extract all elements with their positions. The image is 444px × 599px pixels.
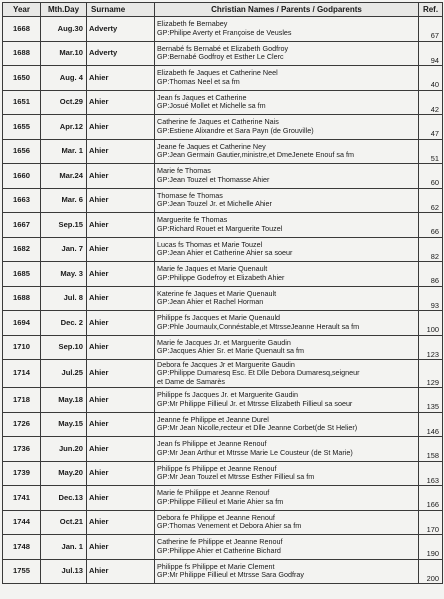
cell-ref: 170 xyxy=(419,510,443,535)
cell-ref: 86 xyxy=(419,262,443,287)
cell-surname: Ahier xyxy=(87,66,155,91)
cell-year: 1748 xyxy=(3,535,41,560)
cell-year: 1667 xyxy=(3,213,41,238)
cell-surname: Adverty xyxy=(87,17,155,42)
cell-surname: Ahier xyxy=(87,115,155,140)
cell-surname: Ahier xyxy=(87,388,155,413)
cell-ref: 129 xyxy=(419,360,443,388)
table-row xyxy=(3,17,443,42)
cell-surname: Ahier xyxy=(87,286,155,311)
cell-surname: Ahier xyxy=(87,164,155,189)
table-row xyxy=(3,41,443,66)
cell-names xyxy=(155,311,419,336)
table-row xyxy=(3,115,443,140)
cell-names xyxy=(155,90,419,115)
table-row xyxy=(3,213,443,238)
cell-names xyxy=(155,535,419,560)
cell-surname: Ahier xyxy=(87,262,155,287)
baptism-register-page xyxy=(2,2,442,597)
name-line: Philippe fs Jacques Jr. et Marguerite Gaudin xyxy=(157,390,299,400)
cell-names xyxy=(155,139,419,164)
header-row xyxy=(3,3,443,17)
cell-year: 1694 xyxy=(3,311,41,336)
cell-year: 1688 xyxy=(3,286,41,311)
cell-surname: Ahier xyxy=(87,461,155,486)
cell-mth-day: Jul.13 xyxy=(41,559,87,584)
cell-mth-day: Mar.10 xyxy=(41,41,87,66)
cell-names xyxy=(155,388,419,413)
cell-ref: 163 xyxy=(419,461,443,486)
name-line: Jeane fe Jaques et Catherine Ney xyxy=(157,141,266,151)
table-row xyxy=(3,188,443,213)
name-line: GP:Philippe Ahier et Catherine Bichard xyxy=(157,545,281,555)
table-row xyxy=(3,66,443,91)
cell-mth-day: Oct.21 xyxy=(41,510,87,535)
name-line: Philippe fs Philippe et Marie Clement xyxy=(157,561,275,571)
table-row xyxy=(3,535,443,560)
cell-names xyxy=(155,412,419,437)
table-row xyxy=(3,412,443,437)
cell-ref: 67 xyxy=(419,17,443,42)
cell-year: 1718 xyxy=(3,388,41,413)
name-line: Katerine fe Jaques et Marie Quenault xyxy=(157,288,277,298)
cell-surname: Ahier xyxy=(87,90,155,115)
cell-names xyxy=(155,237,419,262)
cell-ref: 146 xyxy=(419,412,443,437)
table-row xyxy=(3,510,443,535)
cell-mth-day: May. 3 xyxy=(41,262,87,287)
cell-year: 1688 xyxy=(3,41,41,66)
cell-names xyxy=(155,164,419,189)
table-row xyxy=(3,311,443,336)
cell-year: 1710 xyxy=(3,335,41,360)
cell-surname: Ahier xyxy=(87,139,155,164)
cell-surname: Ahier xyxy=(87,559,155,584)
name-line: Catherine fe Philippe et Jeanne Renouf xyxy=(157,537,283,547)
cell-mth-day: Jul.25 xyxy=(41,360,87,388)
cell-year: 1655 xyxy=(3,115,41,140)
cell-surname: Ahier xyxy=(87,237,155,262)
name-line: GP:Philippe Godefroy et Elizabeth Ahier xyxy=(157,272,285,282)
cell-year: 1682 xyxy=(3,237,41,262)
table-row xyxy=(3,360,443,388)
name-line: GP:Thomas Neel et sa fm xyxy=(157,76,240,86)
table-row xyxy=(3,90,443,115)
cell-mth-day: Sep.10 xyxy=(41,335,87,360)
cell-year: 1739 xyxy=(3,461,41,486)
cell-mth-day: Dec.13 xyxy=(41,486,87,511)
cell-surname: Ahier xyxy=(87,412,155,437)
cell-year: 1663 xyxy=(3,188,41,213)
cell-surname: Ahier xyxy=(87,335,155,360)
cell-names xyxy=(155,286,419,311)
table-row xyxy=(3,139,443,164)
cell-ref: 66 xyxy=(419,213,443,238)
name-line: GP:Jean Ahier et Rachel Horman xyxy=(157,297,264,307)
name-line: GP:Richard Rouet et Marguerite Touzel xyxy=(157,223,283,233)
cell-surname: Ahier xyxy=(87,213,155,238)
name-line: Jeanne fe Philippe et Jeanne Durel xyxy=(157,414,269,424)
cell-ref: 158 xyxy=(419,437,443,462)
name-line: GP:Bernabé Godfroy et Esther Le Clerc xyxy=(157,52,284,62)
table-row xyxy=(3,437,443,462)
cell-ref: 93 xyxy=(419,286,443,311)
cell-names xyxy=(155,41,419,66)
cell-ref: 60 xyxy=(419,164,443,189)
cell-surname: Ahier xyxy=(87,486,155,511)
register-rows xyxy=(3,17,443,584)
cell-ref: 42 xyxy=(419,90,443,115)
cell-ref: 40 xyxy=(419,66,443,91)
cell-mth-day: Sep.15 xyxy=(41,213,87,238)
name-line: GP:Josué Mollet et Michelle sa fm xyxy=(157,101,266,111)
name-line: Catherine fe Jaques et Catherine Nais xyxy=(157,117,279,127)
header-surname: Surname xyxy=(87,3,155,17)
header-year: Year xyxy=(3,3,41,17)
cell-names xyxy=(155,461,419,486)
cell-mth-day: May.15 xyxy=(41,412,87,437)
name-line: GP:Mr Jean Nicolle,recteur et Dlle Jeanne Corbet(de St Helier) xyxy=(157,423,358,433)
table-row xyxy=(3,335,443,360)
cell-surname: Ahier xyxy=(87,510,155,535)
cell-names xyxy=(155,262,419,287)
header-names: Christian Names / Parents / Godparents xyxy=(155,3,419,17)
cell-ref: 200 xyxy=(419,559,443,584)
name-line: Marie fe Philippe et Jeanne Renouf xyxy=(157,488,270,498)
cell-surname: Ahier xyxy=(87,535,155,560)
cell-surname: Adverty xyxy=(87,41,155,66)
header-mth-day: Mth.Day xyxy=(41,3,87,17)
cell-names xyxy=(155,335,419,360)
cell-ref: 135 xyxy=(419,388,443,413)
cell-year: 1685 xyxy=(3,262,41,287)
cell-year: 1741 xyxy=(3,486,41,511)
cell-mth-day: Apr.12 xyxy=(41,115,87,140)
cell-names xyxy=(155,559,419,584)
cell-mth-day: Mar.24 xyxy=(41,164,87,189)
name-line: Jean fs Philippe et Jeanne Renouf xyxy=(157,439,267,449)
cell-mth-day: May.18 xyxy=(41,388,87,413)
name-line: Elizabeth fe Jaques et Catherine Neel xyxy=(157,68,278,78)
name-line: Philippe fs Philippe et Jeanne Renouf xyxy=(157,463,277,473)
table-row xyxy=(3,262,443,287)
name-line: GP:Philipe Averty et Françoise de Veusles xyxy=(157,27,292,37)
cell-year: 1714 xyxy=(3,360,41,388)
cell-ref: 166 xyxy=(419,486,443,511)
cell-names xyxy=(155,213,419,238)
name-line: Jean fs Jaques et Catherine xyxy=(157,92,247,102)
cell-year: 1660 xyxy=(3,164,41,189)
cell-mth-day: Mar. 1 xyxy=(41,139,87,164)
name-line: Marie fe Jaques et Marie Quenault xyxy=(157,264,268,274)
cell-ref: 51 xyxy=(419,139,443,164)
name-line: Elizabeth fe Bernabey xyxy=(157,19,228,29)
name-line: Bernabé fs Bernabé et Elizabeth Godfroy xyxy=(157,43,289,53)
name-line: GP:Jean Touzel et Thomasse Ahier xyxy=(157,174,270,184)
cell-names xyxy=(155,360,419,388)
cell-surname: Ahier xyxy=(87,188,155,213)
cell-mth-day: Aug. 4 xyxy=(41,66,87,91)
cell-names xyxy=(155,188,419,213)
name-line: Marie fe Thomas xyxy=(157,166,211,176)
name-line: GP:Jean Touzel Jr. et Michelle Ahier xyxy=(157,199,272,209)
cell-names xyxy=(155,486,419,511)
table-row xyxy=(3,164,443,189)
table-row xyxy=(3,461,443,486)
name-line: Marguerite fe Thomas xyxy=(157,215,228,225)
cell-year: 1650 xyxy=(3,66,41,91)
cell-mth-day: Jun.20 xyxy=(41,437,87,462)
cell-year: 1744 xyxy=(3,510,41,535)
cell-ref: 190 xyxy=(419,535,443,560)
name-line: Lucas fs Thomas et Marie Touzel xyxy=(157,239,263,249)
table-row xyxy=(3,237,443,262)
cell-mth-day: Jul. 8 xyxy=(41,286,87,311)
cell-ref: 94 xyxy=(419,41,443,66)
table-row xyxy=(3,388,443,413)
name-line: Marie fe Jacques Jr. et Marguerite Gaudin xyxy=(157,337,291,347)
cell-year: 1755 xyxy=(3,559,41,584)
cell-names xyxy=(155,510,419,535)
name-line: Debora fe Philippe et Jeanne Renouf xyxy=(157,512,275,522)
cell-mth-day: Jan. 1 xyxy=(41,535,87,560)
name-line: GP:Mr Jean Touzel et Mtrsse Esther Fillieul sa fm xyxy=(157,472,315,482)
cell-ref: 82 xyxy=(419,237,443,262)
cell-ref: 100 xyxy=(419,311,443,336)
cell-surname: Ahier xyxy=(87,437,155,462)
name-line: GP:Thomas Venement et Debora Ahier sa fm xyxy=(157,521,302,531)
name-line: Thomase fe Thomas xyxy=(157,190,223,200)
cell-mth-day: Oct.29 xyxy=(41,90,87,115)
cell-year: 1656 xyxy=(3,139,41,164)
cell-mth-day: May.20 xyxy=(41,461,87,486)
name-line: GP:Jean Germain Gautier,ministre,et DmeJenete Enouf sa fm xyxy=(157,150,354,160)
name-line: GP:Mr Jean Arthur et Mtrsse Marie Le Cousteur (de St Marie) xyxy=(157,447,353,457)
header-ref: Ref. xyxy=(419,3,443,17)
cell-names xyxy=(155,115,419,140)
table-row xyxy=(3,486,443,511)
cell-surname: Ahier xyxy=(87,360,155,388)
cell-ref: 123 xyxy=(419,335,443,360)
cell-names xyxy=(155,17,419,42)
name-line: GP:Jean Ahier et Catherine Ahier sa soeur xyxy=(157,248,293,258)
cell-year: 1736 xyxy=(3,437,41,462)
name-line: GP:Estiene Alixandre et Sara Payn (de Grouville) xyxy=(157,125,314,135)
cell-mth-day: Jan. 7 xyxy=(41,237,87,262)
name-line: GP:Jacques Ahier Sr. et Marie Quenault sa fm xyxy=(157,346,305,356)
name-line: Philippe fs Jacques et Marie Quenauld xyxy=(157,313,281,323)
name-line: et Dame de Samarès xyxy=(157,376,225,386)
table-row xyxy=(3,286,443,311)
cell-ref: 62 xyxy=(419,188,443,213)
name-line: GP:Philippe Fillieul et Marie Ahier sa fm xyxy=(157,496,284,506)
name-line: GP:Philippe Dumaresq Esc. Et Dlle Debora Dumaresq,seigneur xyxy=(157,368,360,378)
cell-surname: Ahier xyxy=(87,311,155,336)
cell-mth-day: Mar. 6 xyxy=(41,188,87,213)
cell-names xyxy=(155,437,419,462)
cell-ref: 47 xyxy=(419,115,443,140)
name-line: GP:Mr Philippe Fillieul et Mtrsse Sara Godfray xyxy=(157,570,304,580)
cell-names xyxy=(155,66,419,91)
cell-year: 1726 xyxy=(3,412,41,437)
cell-mth-day: Dec. 2 xyxy=(41,311,87,336)
cell-year: 1651 xyxy=(3,90,41,115)
cell-mth-day: Aug.30 xyxy=(41,17,87,42)
cell-year: 1668 xyxy=(3,17,41,42)
table-row xyxy=(3,559,443,584)
name-line: GP:Mr Philippe Fillieul Jr. et Mtrsse Elizabeth Fillieul sa soeur xyxy=(157,398,353,408)
name-line: Debora fe Jacques Jr et Marguerite Gaudin xyxy=(157,359,295,369)
register-table xyxy=(2,2,443,584)
name-line: GP:Phle Journaulx,Connéstable,et MtrsseJeanne Herault sa fm xyxy=(157,321,360,331)
